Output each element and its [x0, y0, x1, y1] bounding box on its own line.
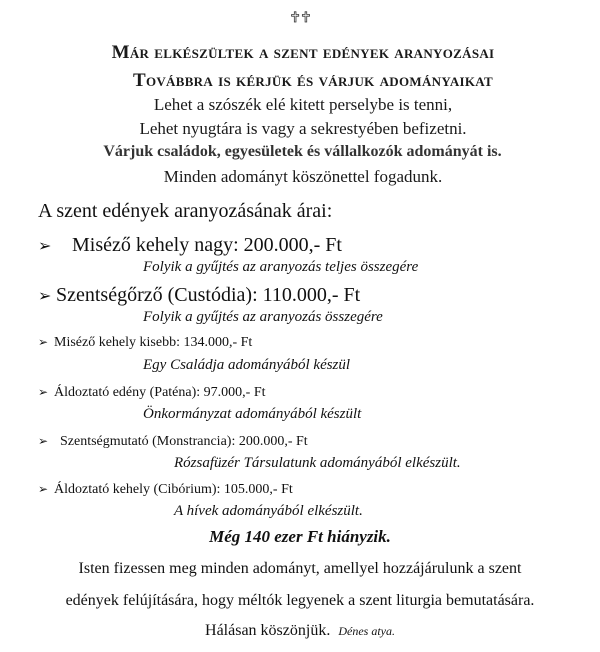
arrow-bullet-icon: ➢: [38, 286, 52, 305]
headline-line-2: Továbbra is kérjük és várjuk adományaikat: [132, 70, 494, 91]
intro-line-1: Lehet a szószék elé kitett perselybe is tenni,: [153, 95, 453, 114]
arrow-bullet-icon: ➢: [38, 482, 49, 496]
price-item: [38, 482, 293, 498]
price-item-label: Áldoztató kehely (Cibórium): 105.000,- Ft: [54, 482, 293, 497]
arrow-bullet-icon: ➢: [38, 335, 49, 349]
crosses-icon: ✝✝: [289, 10, 311, 26]
price-item-note: Egy Családja adományából készül: [143, 357, 351, 373]
signature: Dénes atya.: [338, 624, 395, 638]
intro-line-3: Várjuk családok, egyesületek és vállalkozók adományát is.: [103, 143, 502, 160]
price-item-label: Miséző kehely nagy: 200.000,- Ft: [72, 234, 342, 256]
price-item: [38, 284, 360, 307]
thanks-text: Hálásan köszönjük.: [205, 622, 331, 639]
price-item: [38, 385, 266, 401]
headline-line-1: Már elkészültek a szent edények aranyozásai: [111, 42, 495, 63]
arrow-bullet-icon: ➢: [38, 434, 49, 448]
price-item: [38, 335, 252, 351]
price-item: [38, 434, 308, 450]
intro-line-4: Minden adományt köszönettel fogadunk.: [163, 167, 443, 186]
price-item-note: Önkormányzat adományából készült: [143, 406, 362, 422]
price-item-note: Folyik a gyűjtés az aranyozás összegére: [143, 309, 383, 325]
price-item-label: Szentségőrző (Custódia): 110.000,- Ft: [56, 284, 361, 306]
price-item-label: Miséző kehely kisebb: 134.000,- Ft: [54, 335, 253, 350]
intro-line-2: Lehet nyugtára is vagy a sekrestyében befizetni.: [139, 119, 467, 138]
closing-line-2: edények felújítására, hogy méltók legyenek a szent liturgia bemutatására.: [65, 592, 535, 609]
price-item-label: Áldoztató edény (Paténa): 97.000,- Ft: [54, 385, 266, 400]
thanks-line: [0, 622, 600, 640]
price-item: [38, 234, 342, 257]
price-item-note: Rózsafüzér Társulatunk adományából elkészült.: [174, 455, 461, 471]
price-item-note: A hívek adományából elkészült.: [174, 503, 363, 519]
arrow-bullet-icon: ➢: [38, 236, 52, 255]
price-item-label: Szentségmutató (Monstrancia): 200.000,- Ft: [60, 434, 308, 449]
price-item-note: Folyik a gyűjtés az aranyozás teljes összegére: [143, 259, 419, 275]
missing-amount: Még 140 ezer Ft hiányzik.: [209, 527, 391, 546]
closing-line-1: Isten fizessen meg minden adományt, amellyel hozzájárulunk a szent: [78, 560, 522, 577]
prices-title: A szent edények aranyozásának árai:: [38, 200, 333, 222]
arrow-bullet-icon: ➢: [38, 385, 49, 399]
